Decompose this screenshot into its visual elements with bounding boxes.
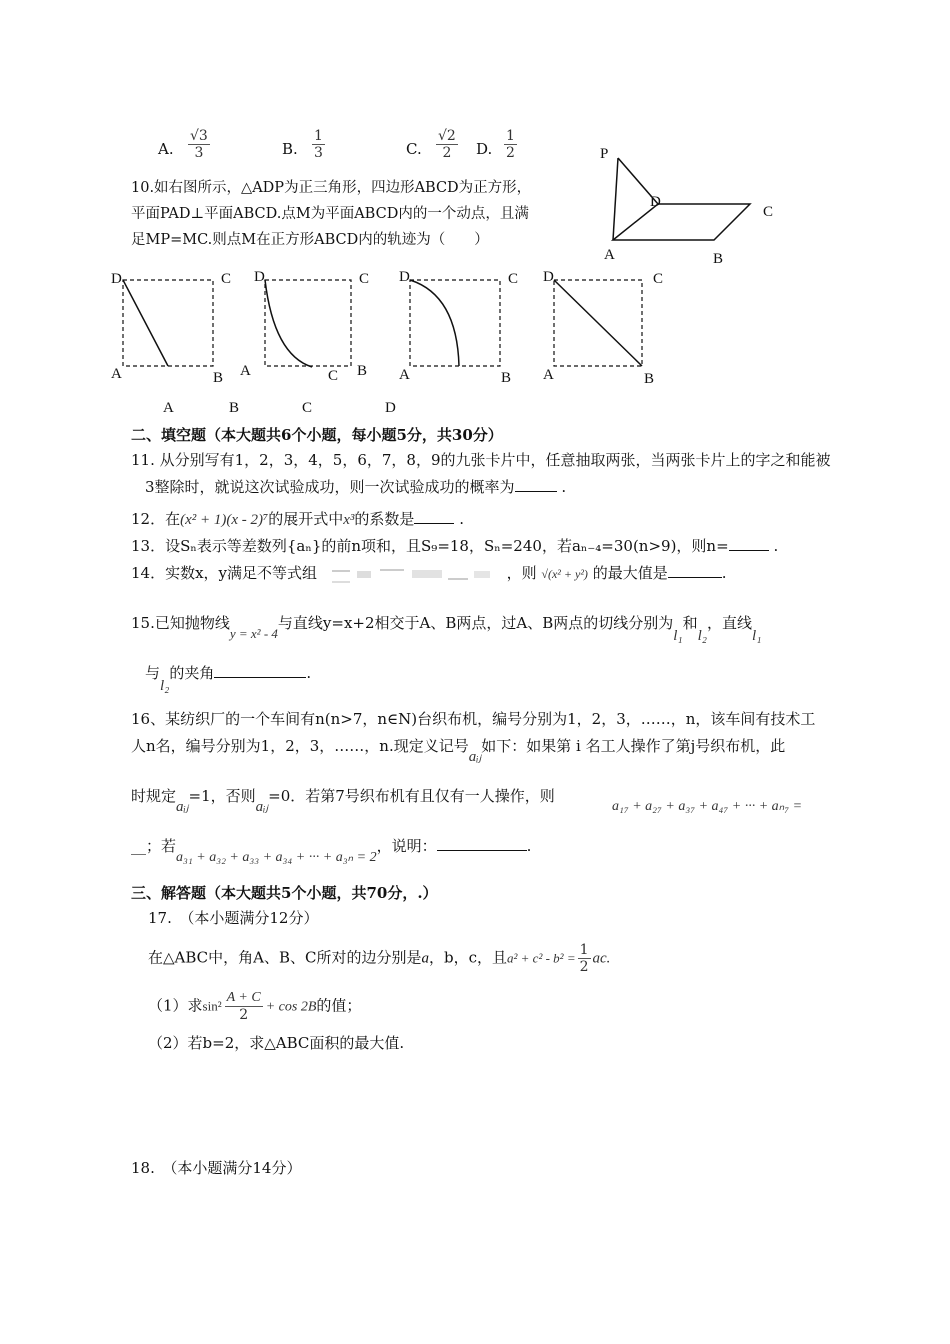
q18-heading: 18. （本小题满分14分） bbox=[131, 1159, 302, 1177]
q9-option-c-value bbox=[436, 128, 458, 161]
vertex-b-label: B bbox=[501, 370, 512, 386]
vertex-a-label: A bbox=[240, 363, 251, 379]
option-letter-b: B bbox=[229, 400, 240, 416]
edge-pa bbox=[613, 158, 618, 240]
frac-numerator: 1 bbox=[314, 128, 323, 144]
locus-curve bbox=[265, 280, 312, 367]
q12-end: . bbox=[459, 510, 464, 528]
half-angle-fraction bbox=[225, 990, 263, 1023]
frac-denominator: 2 bbox=[239, 1007, 249, 1023]
q13-end: . bbox=[773, 537, 779, 555]
blurred-glyph bbox=[448, 572, 468, 580]
q14-sqrt-expression: √(x² + y²) bbox=[541, 567, 588, 581]
one-half bbox=[578, 942, 591, 975]
vertex-d-label: D bbox=[650, 194, 661, 210]
sin-squared: sin² bbox=[202, 998, 222, 1014]
vertex-a-label: A bbox=[399, 367, 410, 383]
q17-part-2: （2）若b=2，求△ABC面积的最大值. bbox=[148, 1034, 405, 1052]
q16-eq-zero: =0．若第7号织布机有且仅有一人操作，则 bbox=[268, 787, 555, 805]
tangent-l2: l₂ bbox=[697, 628, 708, 644]
q10-option-b-figure bbox=[240, 265, 377, 390]
q9-option-c-label: C. bbox=[406, 140, 422, 158]
q13-line bbox=[131, 535, 778, 556]
q15-line-1 bbox=[131, 612, 762, 644]
q16-sum-column: a₁₇ + a₂₇ + a₃₇ + a₄₇ + ··· + aₙ₇ = bbox=[612, 799, 803, 814]
blurred-glyph bbox=[357, 571, 371, 578]
q10-option-a-figure bbox=[110, 265, 235, 390]
q12-suffix: 的系数是 bbox=[354, 510, 415, 528]
vertex-b-label: B bbox=[213, 370, 224, 386]
section-2-heading: 二、填空题（本大题共6个小题，每小题5分，共30分） bbox=[131, 426, 503, 444]
q16-line2-suffix: 如下：如果第 i 名工人操作了第j号织布机，此 bbox=[481, 737, 786, 755]
blurred-glyph bbox=[474, 571, 490, 578]
q10-line-2: 平面PAD⊥平面ABCD.点M为平面ABCD内的一个动点，且满 bbox=[131, 206, 529, 222]
frac-denominator: 3 bbox=[314, 145, 323, 161]
q16-line-1: 16、某纺织厂的一个车间有n(n>7，n∈N)台织布机，编号分别为1，2，3，……，n，该车间有技术工 bbox=[131, 710, 816, 728]
vertex-c-label: C bbox=[653, 271, 664, 287]
q16-eq-one: =1，否则 bbox=[188, 787, 256, 805]
q16-line-4 bbox=[131, 835, 532, 865]
frac-denominator: 3 bbox=[194, 145, 204, 161]
blurred-glyph bbox=[332, 570, 350, 583]
q10-line-3: 足MP=MC.则点M在正方形ABCD内的轨迹为（ ） bbox=[131, 232, 489, 248]
q9-option-a-label: A. bbox=[158, 140, 174, 158]
q16-line2-prefix: 人n名，编号分别为1，2，3，……，n.现定义记号 bbox=[131, 737, 469, 755]
answer-blank bbox=[515, 476, 557, 492]
a-ij-notation: aᵢⱼ bbox=[176, 799, 189, 815]
q11-text: 3整除时，就说这次试验成功，则一次试验成功的概率为 bbox=[145, 478, 515, 496]
square-abcd bbox=[613, 204, 750, 240]
q10-option-c-figure bbox=[397, 265, 522, 390]
q17-ac: ac. bbox=[592, 950, 611, 967]
q14-end: . bbox=[721, 564, 727, 582]
vertex-d-label: D bbox=[254, 269, 265, 285]
q9-option-a-value bbox=[188, 128, 210, 161]
q14-middle: ，则 bbox=[506, 564, 537, 582]
frac-numerator: √3 bbox=[190, 128, 208, 144]
vertex-d-label: D bbox=[111, 271, 122, 287]
q12-middle: 的展开式中 bbox=[268, 510, 344, 528]
q12-prefix: 12．在 bbox=[131, 510, 181, 528]
frac-denominator: 2 bbox=[442, 145, 452, 161]
option-letter-d: D bbox=[385, 400, 396, 416]
q15-prefix: 15.已知抛物线 bbox=[131, 614, 230, 632]
q15-line-2 bbox=[145, 662, 312, 694]
q16-line-3 bbox=[131, 785, 555, 815]
q17-sides: ，b，c，且 bbox=[428, 948, 507, 967]
q16-line4-prefix: __；若 bbox=[131, 837, 177, 855]
q12-expression: (x² + 1)(x - 2)⁷ bbox=[180, 512, 269, 528]
q15-line2-prefix: 与 bbox=[145, 664, 161, 682]
q15-end: . bbox=[306, 664, 312, 682]
section-3-heading: 三、解答题（本大题共5个小题，共70分，.） bbox=[131, 884, 438, 902]
a-ij-notation: aᵢⱼ bbox=[255, 799, 269, 815]
q12-line bbox=[131, 508, 464, 529]
inequality-system-image bbox=[322, 567, 502, 581]
vertex-b-label: B bbox=[357, 363, 368, 379]
tangent-l1-repeat: l₁ bbox=[752, 628, 762, 644]
side-a: a bbox=[421, 950, 429, 967]
answer-blank bbox=[668, 562, 722, 578]
vertex-b-label: B bbox=[713, 251, 724, 267]
frac-denominator: 2 bbox=[579, 959, 589, 975]
q17-condition-prefix: 在△ABC中，角A、B、C所对的边分别是 bbox=[148, 948, 422, 967]
q11-end: . bbox=[561, 478, 567, 496]
vertex-c-bottom-label: C bbox=[328, 368, 339, 384]
locus-curve bbox=[410, 280, 459, 366]
q17-equation: a² + c² - b² = bbox=[507, 950, 576, 966]
frac-numerator: A + C bbox=[226, 990, 261, 1005]
q9-option-d-value bbox=[504, 128, 517, 161]
q17-condition bbox=[148, 942, 610, 975]
q16-line-2 bbox=[131, 735, 786, 765]
q16-line3-prefix: 时规定 bbox=[131, 787, 177, 805]
q9-option-b-value bbox=[312, 128, 325, 161]
vertex-d-label: D bbox=[399, 269, 410, 285]
q17-part1-prefix: （1）求 bbox=[148, 996, 203, 1015]
cos-term: + cos 2B bbox=[265, 999, 317, 1015]
vertex-c-label: C bbox=[221, 271, 232, 287]
vertex-d-label: D bbox=[543, 269, 554, 285]
answer-blank bbox=[437, 835, 527, 851]
square-outline bbox=[410, 280, 500, 366]
a-ij-notation: aᵢⱼ bbox=[468, 749, 482, 765]
vertex-b-label: B bbox=[644, 371, 655, 387]
q13-text: 13．设Sₙ表示等差数列{aₙ}的前n项和，且S₉=18，Sₙ=240，若aₙ₋₄=30(n>9)，则n= bbox=[131, 537, 729, 555]
vertex-a-label: A bbox=[604, 247, 615, 263]
q17-heading: 17. （本小题满分12分） bbox=[148, 909, 319, 927]
frac-numerator: 1 bbox=[506, 128, 515, 144]
q10-option-d-figure bbox=[541, 265, 666, 390]
q11-line-1: 11. 从分别写有1，2，3，4，5，6，7，8，9的九张卡片中，任意抽取两张，当两张卡片上的字之和能被 bbox=[131, 451, 831, 469]
q11-line-2 bbox=[145, 476, 566, 497]
q10-line-1: 10.如右图所示，△ADP为正三角形，四边形ABCD为正方形， bbox=[131, 180, 532, 196]
vertex-a-label: A bbox=[111, 366, 122, 382]
tangent-l1: l₁ bbox=[673, 628, 683, 644]
parabola-expression: y = x² - 4 bbox=[229, 626, 278, 641]
q15-middle: 与直线y=x+2相交于A、B两点，过A、B两点的切线分别为 bbox=[277, 614, 674, 632]
q9-option-d-label: D. bbox=[476, 140, 493, 158]
frac-numerator: 1 bbox=[579, 942, 589, 958]
vertex-p-label: P bbox=[600, 146, 609, 162]
locus-curve bbox=[123, 280, 168, 366]
vertex-c-label: C bbox=[508, 271, 519, 287]
q16-end: . bbox=[526, 837, 532, 855]
tangent-l2-repeat: l₂ bbox=[160, 678, 170, 694]
blurred-glyph bbox=[380, 569, 404, 581]
q15-and: 和 bbox=[682, 614, 698, 632]
q14-prefix: 14．实数x，y满足不等式组 bbox=[131, 564, 318, 582]
q17-part-1 bbox=[148, 990, 361, 1023]
q14-suffix: 的最大值是 bbox=[592, 564, 668, 582]
locus-curve bbox=[554, 280, 642, 366]
vertex-c-label: C bbox=[359, 271, 370, 287]
blurred-glyph bbox=[412, 570, 442, 578]
vertex-a-label: A bbox=[543, 367, 554, 383]
frac-numerator: √2 bbox=[438, 128, 456, 144]
answer-blank bbox=[729, 535, 769, 551]
option-letter-a: A bbox=[163, 400, 174, 416]
q9-option-b-label: B. bbox=[282, 140, 298, 158]
q17-part1-suffix: 的值； bbox=[316, 996, 362, 1015]
q16-line4-suffix: ，说明： bbox=[376, 837, 437, 855]
answer-blank bbox=[214, 662, 306, 678]
q15-line2-suffix: 的夹角 bbox=[169, 664, 215, 682]
answer-blank bbox=[414, 508, 454, 524]
square-outline bbox=[265, 280, 351, 366]
q15-suffix: ，直线 bbox=[707, 614, 753, 632]
q14-line bbox=[131, 562, 727, 583]
square-outline bbox=[123, 280, 213, 366]
q10-figure bbox=[590, 140, 790, 270]
q12-x3: x³ bbox=[343, 512, 355, 528]
q16-sum-row: a₃₁ + a₃₂ + a₃₃ + a₃₄ + ··· + a₃ₙ = 2 bbox=[176, 850, 377, 865]
option-letter-c: C bbox=[302, 400, 313, 416]
frac-denominator: 2 bbox=[506, 145, 515, 161]
vertex-c-label: C bbox=[763, 204, 774, 220]
